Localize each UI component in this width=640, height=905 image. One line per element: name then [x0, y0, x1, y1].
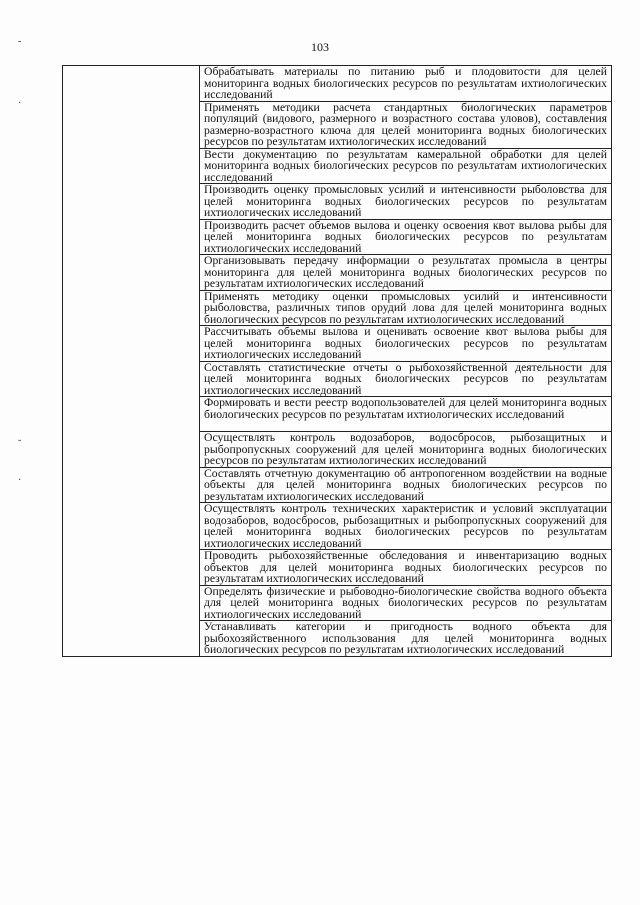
skill-text: Обрабатывать материалы по питанию рыб и плодовитости для целей мониторинга водных биологических ресурсов по результатам ихтиологических исследований — [204, 65, 607, 101]
skill-cell — [200, 621, 612, 657]
skill-text: Рассчитывать объемы вылова и оценивать освоение квот вылова рыбы для целей мониторинга водных биологических ресурсов по результатам ихтиологических исследований — [204, 325, 607, 361]
skills-table — [62, 65, 612, 657]
skill-text: Осуществлять контроль технических характеристик и условий эксплуатации водозаборов, водосбросов, рыбозащитных и рыбопропускных сооружений для целей мониторинга водных биологических ресурсов по результатам ихтиологических исследований — [204, 502, 607, 550]
scan-mark: · — [18, 98, 22, 109]
skill-text: Применять методику оценки промысловых усилий и интенсивности рыболовства, различных типов орудий лова для целей мониторинга водных биологических ресурсов по результатам ихтиологических исследований — [204, 289, 607, 326]
skill-cell — [200, 148, 612, 184]
skill-cell — [200, 66, 612, 102]
skill-text: Вести документацию по результатам камеральной обработки для целей мониторинга водных биологических ресурсов по результатам ихтиологических исследований — [204, 147, 607, 184]
skill-cell — [200, 290, 612, 326]
skill-text: Определять физические и рыбоводно-биологические свойства водного объекта для целей мониторинга водных биологических ресурсов по результатам ихтиологических исследований — [204, 584, 607, 621]
table-row — [63, 66, 612, 102]
skill-text: Составлять отчетную документацию об антропогенном воздействии на водные объекты для целей мониторинга водных биологических ресурсов по результатам ихтиологических исследований — [204, 466, 607, 503]
scan-mark: ˘ — [18, 439, 22, 450]
skill-cell — [200, 219, 612, 255]
skill-cell — [200, 550, 612, 586]
skill-text: Осуществлять контроль водозаборов, водосбросов, рыбозащитных и рыбопропускных сооружений для целей мониторинга водных биологических ресурсов по результатам ихтиологических исследований — [204, 431, 607, 467]
skill-cell — [200, 432, 612, 468]
empty-left-column — [63, 66, 200, 657]
skill-cell — [200, 255, 612, 291]
skill-text: Организовывать передачу информации о результатах промысла в центры мониторинга для целей мониторинга водных биологических ресурсов по результатам ихтиологических исследований — [204, 254, 607, 290]
skill-text: Составлять статистические отчеты о рыбохозяйственной деятельности для целей мониторинга водных биологических ресурсов по результатам ихтиологических исследований — [204, 360, 607, 397]
skill-text: Применять методики расчета стандартных биологических параметров популяций (видового, размерного и возрастного состава уловов), составления размерно-возрастного ключа для целей мониторинга водных биологических ресурсов по результатам ихтиологических исследований — [204, 100, 607, 148]
skill-cell — [200, 585, 612, 621]
skill-text: Производить расчет объемов вылова и оценку освоения квот вылова рыбы для целей мониторинга водных биологических ресурсов по результатам ихтиологических исследований — [204, 218, 607, 255]
skill-cell — [200, 467, 612, 503]
skill-text: Формировать и вести реестр водопользователей для целей мониторинга водных биологических ресурсов по результатам ихтиологических исследований — [204, 396, 607, 421]
skill-cell — [200, 503, 612, 550]
skill-cell — [200, 184, 612, 220]
scan-mark: ‐ — [18, 36, 22, 47]
skill-text: Устанавливать категории и пригодность водного объекта для рыбохозяйственного использования для целей мониторинга водных биологических ресурсов по результатам ихтиологических исследований — [204, 620, 607, 656]
skill-text: Производить оценку промысловых усилий и интенсивности рыболовства для целей мониторинга водных биологических ресурсов по результатам ихтиологических исследований — [204, 183, 607, 219]
skill-cell — [200, 397, 612, 432]
skill-cell — [200, 326, 612, 362]
page-number: 103 — [311, 40, 329, 54]
skill-cell — [200, 101, 612, 148]
scan-mark: · — [18, 475, 22, 486]
skill-text: Проводить рыбохозяйственные обследования и инвентаризацию водных объектов для целей мониторинга водных биологических ресурсов по результатам ихтиологических исследований — [204, 549, 607, 585]
skill-cell — [200, 361, 612, 397]
